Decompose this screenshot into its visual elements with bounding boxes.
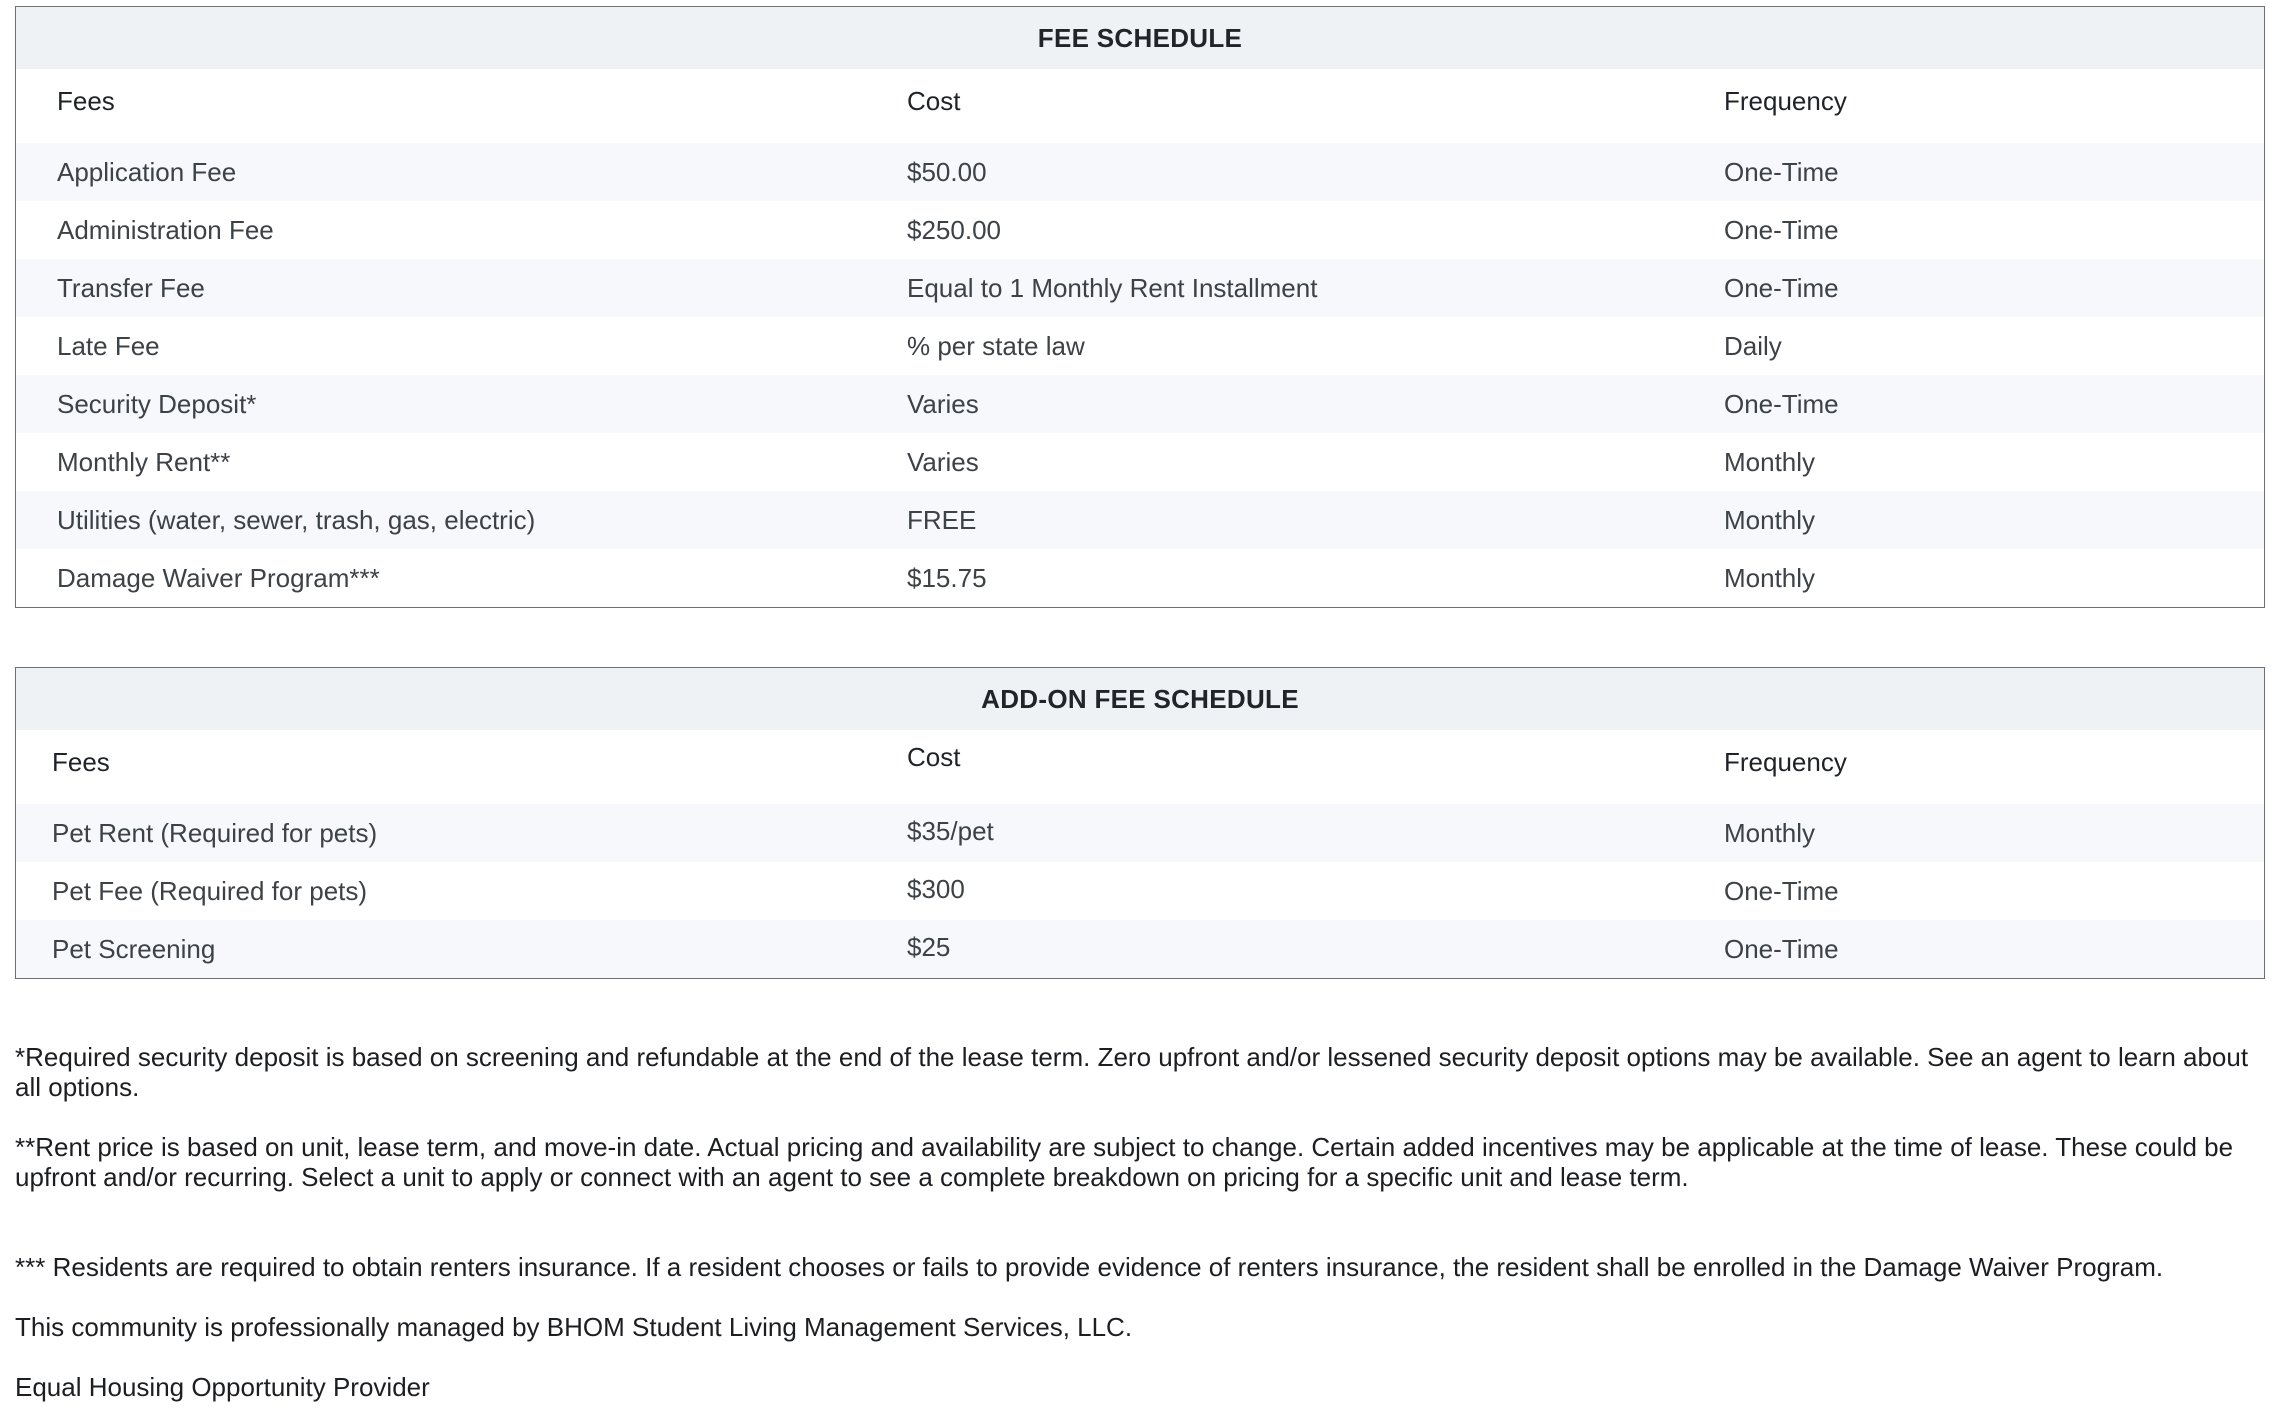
management-note: This community is professionally managed by BHOM Student Living Management Services, LLC.	[15, 1312, 1133, 1342]
fee-cost: $250.00	[907, 215, 1001, 245]
fee-cost: Varies	[907, 447, 979, 477]
fee-cost: % per state law	[907, 331, 1085, 361]
fee-frequency: One-Time	[1724, 934, 1839, 964]
fee-frequency: One-Time	[1724, 273, 1839, 303]
column-header-fees: Fees	[57, 86, 115, 116]
rent-price-note: **Rent price is based on unit, lease term, and move-in date. Actual pricing and availability are subject to change. Certain added incentives may be applicable at the time of lease. These could be upfront and/or recurring. Select a unit to apply or connect with an agent to see a complete breakdown on pricing for a specific unit and lease term.	[15, 1132, 2234, 1192]
column-header-fees: Fees	[52, 747, 110, 777]
column-header-cost: Cost	[907, 86, 961, 116]
addon-fee-schedule-title: ADD-ON FEE SCHEDULE	[16, 668, 2264, 730]
renters-insurance-note: *** Residents are required to obtain renters insurance. If a resident chooses or fails to provide evidence of renters insurance, the resident shall be enrolled in the Damage Waiver Program.	[15, 1252, 2164, 1282]
table-row	[16, 804, 2264, 862]
column-header-frequency: Frequency	[1724, 747, 1847, 777]
fee-frequency: Monthly	[1724, 505, 1816, 535]
fee-frequency: Monthly	[1724, 447, 1816, 477]
table-row	[16, 920, 2264, 978]
fee-schedule-table	[15, 6, 2265, 608]
table-row	[16, 375, 2264, 433]
fee-page	[15, 6, 2265, 979]
fee-frequency: Daily	[1724, 331, 1782, 361]
column-header-frequency: Frequency	[1724, 86, 1847, 116]
fee-name: Damage Waiver Program***	[57, 563, 380, 593]
fee-cost: Equal to 1 Monthly Rent Installment	[907, 273, 1318, 303]
fee-schedule-title: FEE SCHEDULE	[16, 7, 2264, 69]
security-deposit-note: *Required security deposit is based on screening and refundable at the end of the lease term. Zero upfront and/or lessened security deposit options may be available. See an agent to learn about all options.	[15, 1042, 2249, 1102]
fee-cost: $300	[907, 874, 965, 904]
addon-fee-schedule-table	[15, 667, 2265, 979]
fee-cost: FREE	[907, 505, 977, 535]
fee-cost: $15.75	[907, 563, 987, 593]
column-header-cost: Cost	[907, 742, 961, 772]
table-row	[16, 433, 2264, 491]
addon-fee-schedule-header-row	[16, 730, 2264, 804]
fee-cost: $50.00	[907, 157, 987, 187]
fee-frequency: Monthly	[1724, 818, 1816, 848]
fee-cost: Varies	[907, 389, 979, 419]
fee-name: Pet Fee (Required for pets)	[52, 876, 368, 906]
fee-name: Late Fee	[57, 331, 160, 361]
fee-cost: $35/pet	[907, 816, 994, 846]
table-row	[16, 201, 2264, 259]
fee-schedule-header-row	[16, 69, 2264, 143]
fee-name: Utilities (water, sewer, trash, gas, electric)	[57, 505, 536, 535]
table-row	[16, 862, 2264, 920]
fee-name: Pet Screening	[52, 934, 216, 964]
fee-cost: $25	[907, 932, 951, 962]
fee-frequency: One-Time	[1724, 876, 1839, 906]
table-row	[16, 317, 2264, 375]
fee-frequency: One-Time	[1724, 389, 1839, 419]
equal-housing-note: Equal Housing Opportunity Provider	[15, 1372, 430, 1402]
fee-name: Transfer Fee	[57, 273, 205, 303]
fee-name: Application Fee	[57, 157, 237, 187]
table-row	[16, 549, 2264, 607]
table-row	[16, 259, 2264, 317]
fee-frequency: One-Time	[1724, 215, 1839, 245]
table-spacer	[15, 608, 2265, 667]
fee-name: Security Deposit*	[57, 389, 257, 419]
fee-name: Pet Rent (Required for pets)	[52, 818, 378, 848]
fee-frequency: One-Time	[1724, 157, 1839, 187]
table-row	[16, 143, 2264, 201]
fee-name: Administration Fee	[57, 215, 274, 245]
fee-name: Monthly Rent**	[57, 447, 231, 477]
fee-frequency: Monthly	[1724, 563, 1816, 593]
table-row	[16, 491, 2264, 549]
